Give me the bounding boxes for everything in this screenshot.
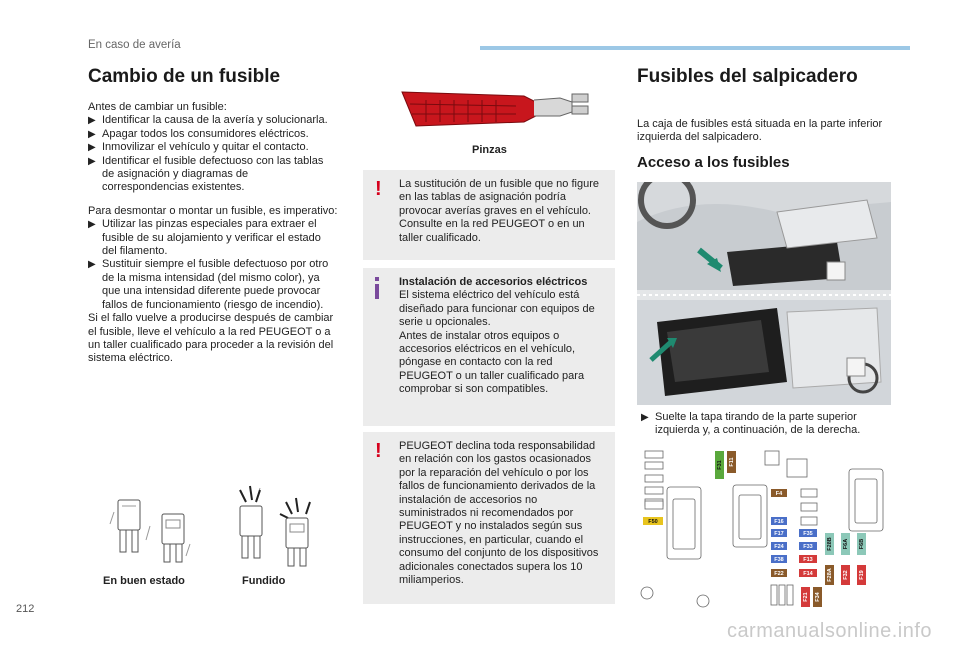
fuse-label: F38 bbox=[774, 557, 784, 563]
intro-text-2: Para desmontar o montar un fusible, es imperativo: bbox=[88, 204, 338, 217]
info-icon bbox=[375, 277, 379, 297]
intro-text: Antes de cambiar un fusible: bbox=[88, 101, 227, 113]
good-fuse-icon bbox=[110, 488, 260, 562]
fuse-label: F17 bbox=[774, 531, 784, 537]
fuse-label: F11 bbox=[729, 457, 735, 467]
step-item: ▶ Inmovilizar el vehículo y quitar el contacto. bbox=[88, 141, 309, 154]
fuse-box-diagram bbox=[637, 445, 893, 615]
fuse-label: F13 bbox=[803, 557, 813, 563]
caption-pliers: Pinzas bbox=[472, 144, 507, 156]
fuse-label: F28B bbox=[827, 537, 833, 551]
fuse-label: F32 bbox=[843, 570, 849, 580]
section-title-fuse-change: Cambio de un fusible bbox=[88, 66, 281, 87]
warning-box: ! La sustitución de un fusible que no figure en las tablas de asignación podría provocar averías graves en el vehículo. Consulte en la red PEUGEOT o en un taller cualificado. bbox=[363, 170, 615, 260]
step-item: ▶ Apagar todos los consumidores eléctricos. bbox=[88, 127, 309, 140]
step-item: ▶ Suelte la tapa tirando de la parte superior izquierda y, a continuación, de la derecha. bbox=[641, 411, 861, 437]
fuse-label: F6A bbox=[843, 538, 849, 550]
liability-warning-box: ! PEUGEOT declina toda responsabilidad en relación con los gastos ocasionados por la reparación del vehículo o por los fallos de funcionamiento derivados de la instalación de accesorios no suministrados ni recomendados por PEUGEOT y no instalados según sus instrucciones, en particular, cuando el consumo del conjunto de los dispositivos adicionales conectados supera los 10 miliamperios. bbox=[363, 432, 615, 604]
fuse-change-instructions bbox=[88, 101, 338, 376]
step-item: ▶ Sustituir siempre el fusible defectuoso por otro de la misma intensidad (del mismo color), ya que una intensidad diferente puede provocar fallos de funcionamiento (riesgo de incendio). bbox=[88, 258, 329, 311]
pliers-icon bbox=[396, 86, 596, 136]
fuse-label: F34 bbox=[815, 592, 821, 602]
step-item: ▶ Utilizar las pinzas especiales para extraer el fusible de su alojamiento y verificar el estado del filamento. bbox=[88, 218, 321, 258]
blown-fuse-icon bbox=[240, 486, 310, 566]
fuse-label: F14 bbox=[803, 571, 813, 577]
fuse-label: F35 bbox=[803, 531, 813, 537]
fuse-label: F22 bbox=[774, 571, 784, 577]
fuse-label: F16 bbox=[774, 519, 784, 525]
info-body: El sistema eléctrico del vehículo está diseñado para funcionar con equipos de serie u opcionales. Antes de instalar otros equipos o accesorios eléctricos en el vehículo, póngase en contacto con la red PEUGEOT o un taller cualificado para comprobar si son compatibles. bbox=[399, 289, 595, 396]
fuse-label: F6B bbox=[859, 538, 865, 550]
caption-good-fuse: En buen estado bbox=[103, 575, 185, 587]
header-accent-bar bbox=[480, 46, 910, 50]
fuse-label: F33 bbox=[803, 544, 813, 550]
fuse-label: F21 bbox=[803, 592, 809, 602]
fuse-label: F50 bbox=[648, 519, 658, 525]
page-number: 212 bbox=[16, 603, 35, 615]
section-header: En caso de avería bbox=[88, 39, 181, 51]
fuse-illustration bbox=[100, 480, 340, 570]
subsection-title-access: Acceso a los fusibles bbox=[637, 154, 790, 171]
fuse-label: F24 bbox=[774, 544, 784, 550]
dashboard-photo bbox=[637, 182, 891, 405]
fuse-label: F4 bbox=[775, 491, 783, 497]
step-item: ▶ Identificar la causa de la avería y solucionarla. bbox=[88, 114, 328, 127]
warning-icon: ! bbox=[375, 440, 382, 462]
fuse-label: F31 bbox=[717, 460, 723, 470]
warning-icon: ! bbox=[375, 178, 382, 200]
closing-text: Si el fallo vuelve a producirse después de cambiar el fusible, lleve el vehículo a la red PEUGEOT o a un taller cualificado para proceder a la revisión del sistema eléctrico. bbox=[88, 312, 334, 365]
info-box bbox=[363, 268, 615, 426]
fusebox-location-text: La caja de fusibles está situada en la parte inferior izquierda del salpicadero. bbox=[637, 118, 883, 144]
section-title-dashboard-fuses: Fusibles del salpicadero bbox=[637, 66, 858, 87]
fuse-label: F19 bbox=[859, 570, 865, 580]
caption-blown-fuse: Fundido bbox=[242, 575, 286, 587]
step-item: ▶ Identificar el fusible defectuoso con las tablas de asignación y diagramas de correspondencias existentes. bbox=[88, 154, 324, 194]
fuse-label: F28A bbox=[827, 568, 833, 582]
watermark: carmanualsonline.info bbox=[726, 620, 932, 642]
info-title: Instalación de accesorios eléctricos bbox=[399, 276, 588, 288]
